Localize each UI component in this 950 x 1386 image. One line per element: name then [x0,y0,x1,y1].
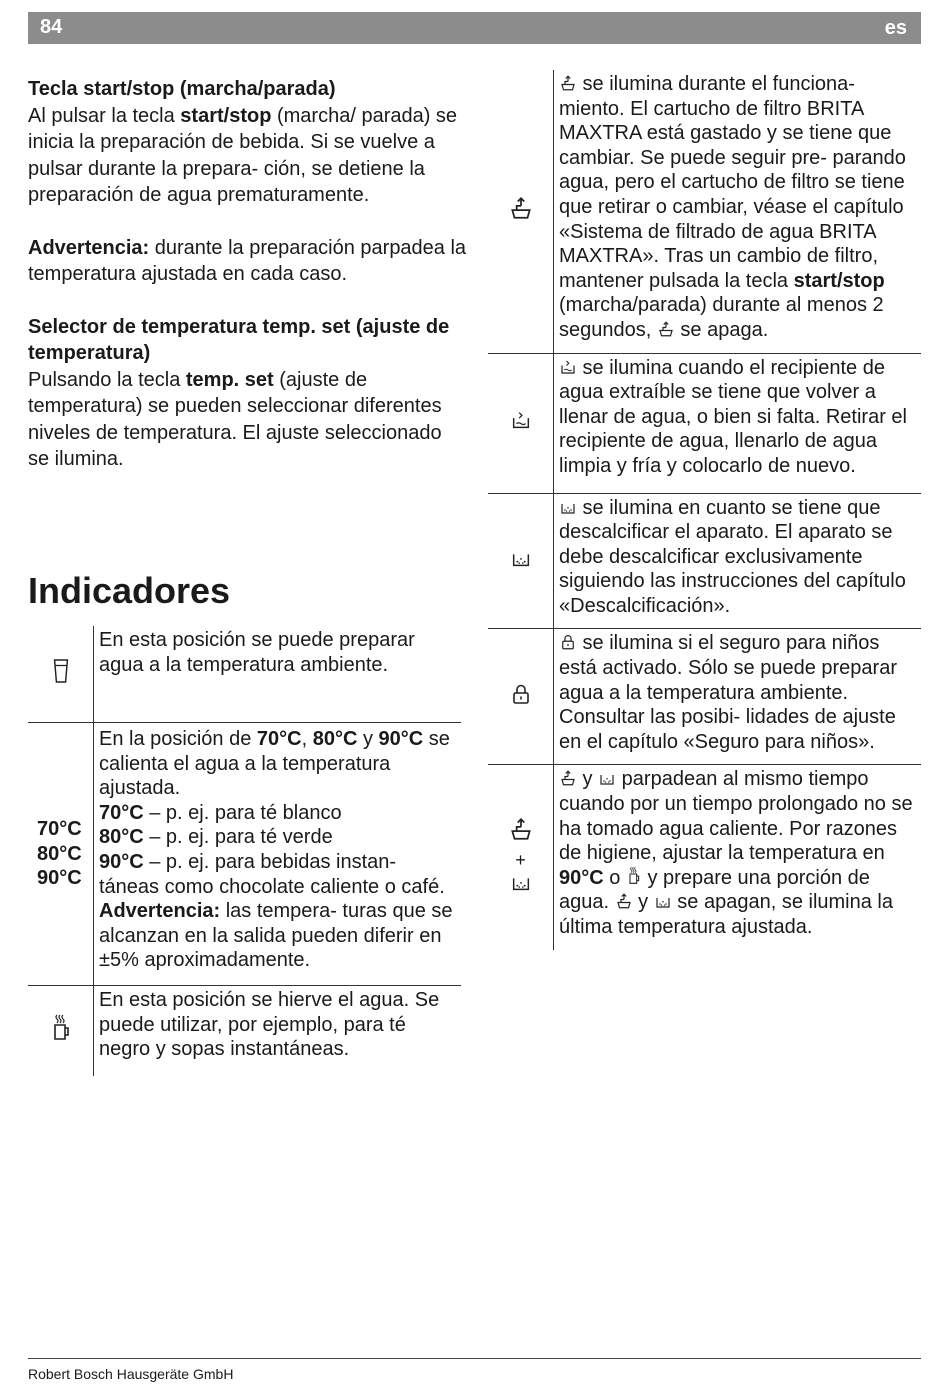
water-tank-icon [510,409,532,431]
start-stop-warning [28,235,468,288]
language-code: es [884,17,907,39]
text: se calienta el agua a la temperatura ajustada. [99,728,450,800]
text: y [357,728,379,750]
table-row [488,70,921,353]
table-row [28,626,461,723]
cell-text [554,353,922,493]
descale-icon [510,871,532,893]
cup-icon [50,656,72,686]
filter-icon [559,769,577,787]
icon-cell [488,765,554,950]
icon-cell [488,629,554,765]
text: En la posición de [99,728,257,750]
footer-company: Robert Bosch Hausgeräte GmbH [28,1366,234,1382]
text: se ilumina en cuanto se tiene que descalcificar el aparato. El aparato se debe descalcificar exclusivamente siguiendo las instrucciones del capítulo «Descalcificación». [559,496,906,617]
descale-icon [654,892,672,910]
temp-80: 80°C [37,842,82,865]
text: (marcha/ parada) se inicia la preparación de bebida. Si se vuelve a pulsar durante la prepara- ción, se detiene la preparación de agua prematuramente. [28,104,458,206]
start-stop-title: Tecla start/stop (marcha/parada) [28,78,336,100]
icon-cell [28,723,94,986]
text: se apaga. [674,318,769,341]
warning-label: Advertencia: [28,236,150,259]
descale-icon [559,498,577,516]
cell-text [554,493,922,629]
cell-text [554,629,922,765]
table-row [488,629,921,765]
text: las tempera- turas que se alcanzan en la salida pueden diferir en ±5% aproximadamente. [99,900,453,972]
text: se ilumina durante el funciona- miento. El cartucho de filtro BRITA MAXTRA está gastado y se tiene que cambiar. Se puede seguir pre- parando agua, pero el cartucho de filtro se tiene que retirar o cambiar, véase el capítulo «Sistema de filtrado de agua BRITA MAXTRA». Tras un cambio de filtro, mantener pulsada la tecla [559,73,906,292]
bold: start/stop [793,269,885,292]
bold: 90°C [378,728,424,750]
text: se ilumina cuando el recipiente de agua extraíble se tiene que volver a llenar de agua, o bien si falta. Retirar el recipiente de agua, llenarlo de agua limpia y fría y colocarlo de nuevo. [559,356,907,477]
cell-text [554,765,922,950]
temperature-list [28,817,93,891]
table-row [488,765,921,950]
temp-selector-section [28,314,468,473]
bold: 70°C [99,801,144,824]
bold: 70°C [256,728,302,750]
footer-divider [28,1358,921,1359]
temp-selector-title: Selector de temperatura temp. set (ajuste de temperatura) [28,315,450,364]
text: y [577,768,599,791]
cell-text [94,985,462,1076]
descale-icon [598,769,616,787]
text: – p. ej. para té blanco [143,801,342,824]
plus-sign: + [515,849,526,870]
text: o [603,866,626,889]
temp-90: 90°C [37,867,82,890]
key-name: start/stop [180,104,272,127]
icon-cell [488,353,554,493]
bold: 80°C [312,728,358,750]
cell-text [94,626,462,723]
text: durante la preparación parpadea la temperatura ajustada en cada caso. [28,236,467,285]
text: (marcha/parada) durante al menos 2 segundos, [559,294,884,341]
bold: 90°C [99,850,144,873]
text: – p. ej. para té verde [143,826,333,849]
bold: 90°C [559,866,604,889]
indicator-lights-table [488,70,921,950]
text: Pulsando la tecla [28,368,186,391]
table-row [28,723,461,986]
lock-icon [509,682,533,706]
descale-icon [510,547,532,569]
table-row [488,353,921,493]
icon-cell [28,626,94,723]
warning-label: Advertencia: [99,900,221,923]
text: Al pulsar la tecla [28,104,181,127]
cell-text [94,723,462,986]
icon-cell [28,985,94,1076]
filter-icon [615,892,633,910]
text: En esta posición se hierve el agua. Se puede utilizar, por ejemplo, para té negro y sopas instantáneas. [99,988,440,1061]
filter-icon [508,816,534,842]
text: y [632,891,654,914]
table-row [488,493,921,629]
text: En esta posición se puede preparar agua a la temperatura ambiente. [99,629,415,676]
filter-icon [559,74,577,92]
filter-icon [657,320,675,338]
icon-cell [488,493,554,629]
steaming-mug-icon [49,1012,73,1044]
cell-text [554,70,922,353]
page-number: 84 [40,16,63,38]
left-column [28,76,468,499]
temperature-positions-table [28,626,461,1076]
icon-cell [488,70,554,353]
start-stop-section [28,76,468,209]
text: y prepare una porción de agua. [559,866,870,914]
water-tank-icon [559,358,577,376]
text: – p. ej. para bebidas instan- táneas como chocolate caliente o café. [99,850,445,898]
text: parpadean al mismo tiempo cuando por un tiempo prolongado no se ha tomado agua caliente. Por razones de higiene, ajustar la temperatura en [559,768,913,865]
indicators-heading: Indicadores [28,570,231,611]
text: se ilumina si el seguro para niños está activado. Sólo se puede preparar agua a la temperatura ambiente. Consultar las posibi- lidades de ajuste en el capítulo «Seguro para niños». [559,632,897,753]
table-row [28,985,461,1076]
bold: 80°C [99,826,144,849]
temp-70: 70°C [37,818,82,841]
steaming-mug-icon [626,866,642,886]
text: se apagan, se ilumina la última temperatura ajustada. [559,891,893,938]
text: (ajuste de temperatura) se pueden seleccionar diferentes niveles de temperatura. El ajuste seleccionado se ilumina. [28,368,442,470]
text: , [301,728,313,750]
page-header [28,12,921,44]
filter-icon [508,195,534,221]
lock-icon [559,633,577,651]
key-name: temp. set [185,368,274,391]
